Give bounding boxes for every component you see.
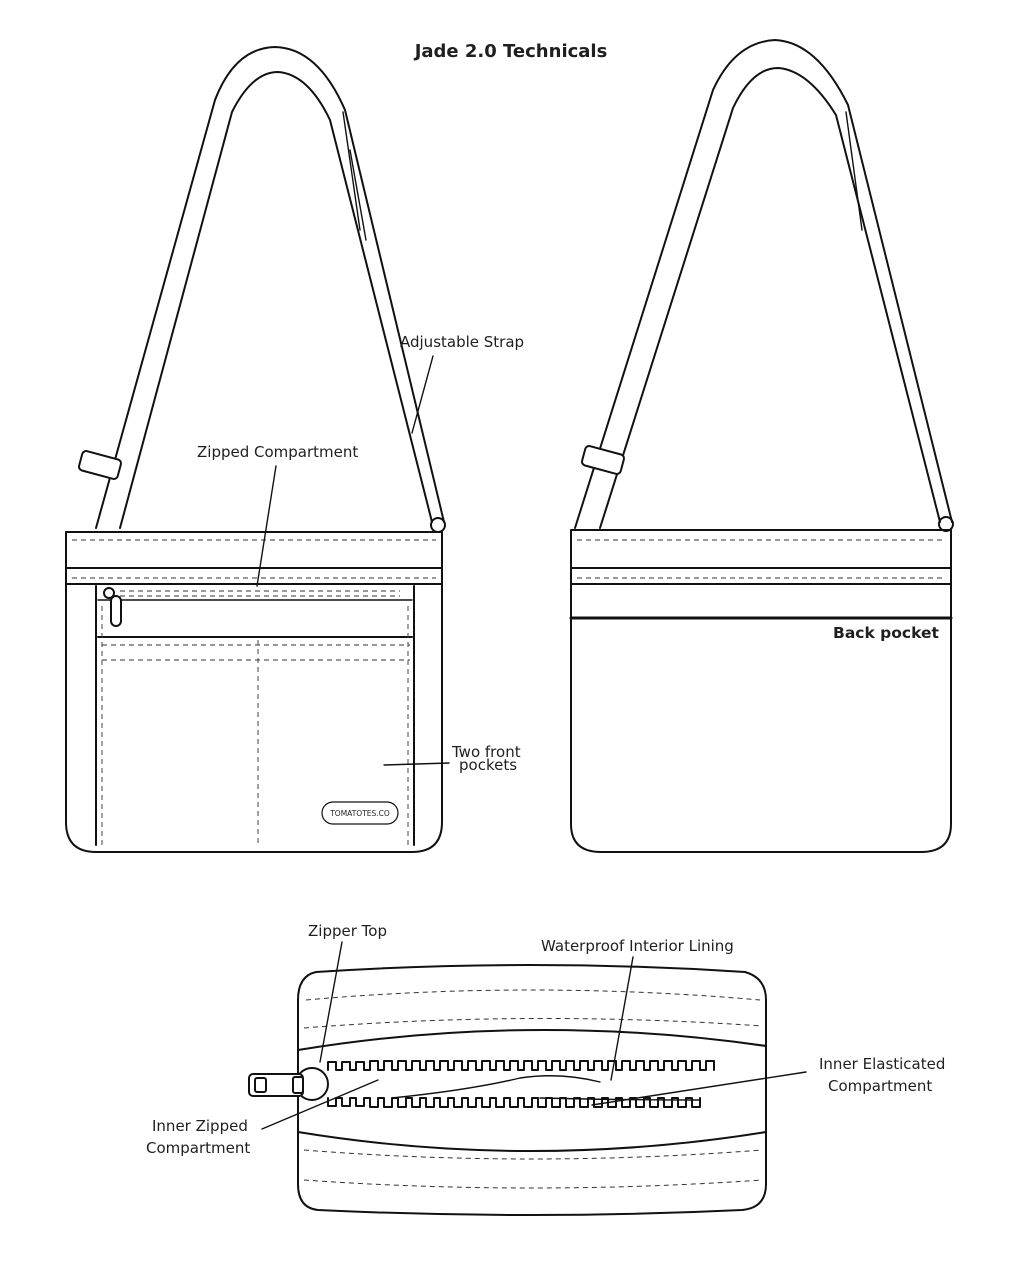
back-strap-ring-icon: [939, 517, 953, 531]
label-zipper-top: Zipper Top: [308, 922, 387, 940]
label-inner-elasticated-line1: Inner Elasticated: [819, 1055, 946, 1073]
leader-adjustable-strap: [412, 356, 433, 433]
back-strap: [575, 40, 953, 531]
strap-buckle-icon: [78, 450, 122, 480]
label-zipped-compartment: Zipped Compartment: [197, 443, 359, 461]
front-zipper-pull-icon: [104, 588, 121, 626]
label-inner-zipped-line1: Inner Zipped: [152, 1117, 248, 1135]
back-strap-buckle-icon: [581, 445, 625, 475]
label-adjustable-strap: Adjustable Strap: [400, 333, 525, 351]
upper-zipper-teeth: [328, 1061, 714, 1070]
label-two-front-pockets-line2: pockets: [459, 756, 518, 774]
strap-ring-icon: [431, 518, 445, 532]
label-back-pocket: Back pocket: [833, 624, 939, 642]
logo-text: TOMATOTES.CO: [330, 809, 390, 818]
diagram-title: Jade 2.0 Technicals: [414, 41, 608, 62]
label-waterproof-lining: Waterproof Interior Lining: [541, 937, 734, 955]
label-inner-elasticated-line2: Compartment: [828, 1077, 933, 1095]
label-two-front-pockets-line1: Two front: [452, 743, 521, 761]
back-view-bag: [571, 40, 953, 852]
brand-logo: [322, 802, 398, 824]
label-inner-zipped-line2: Compartment: [146, 1139, 251, 1157]
leader-two-front-pockets: [384, 763, 449, 765]
top-zipper-pull-icon: [249, 1068, 328, 1100]
